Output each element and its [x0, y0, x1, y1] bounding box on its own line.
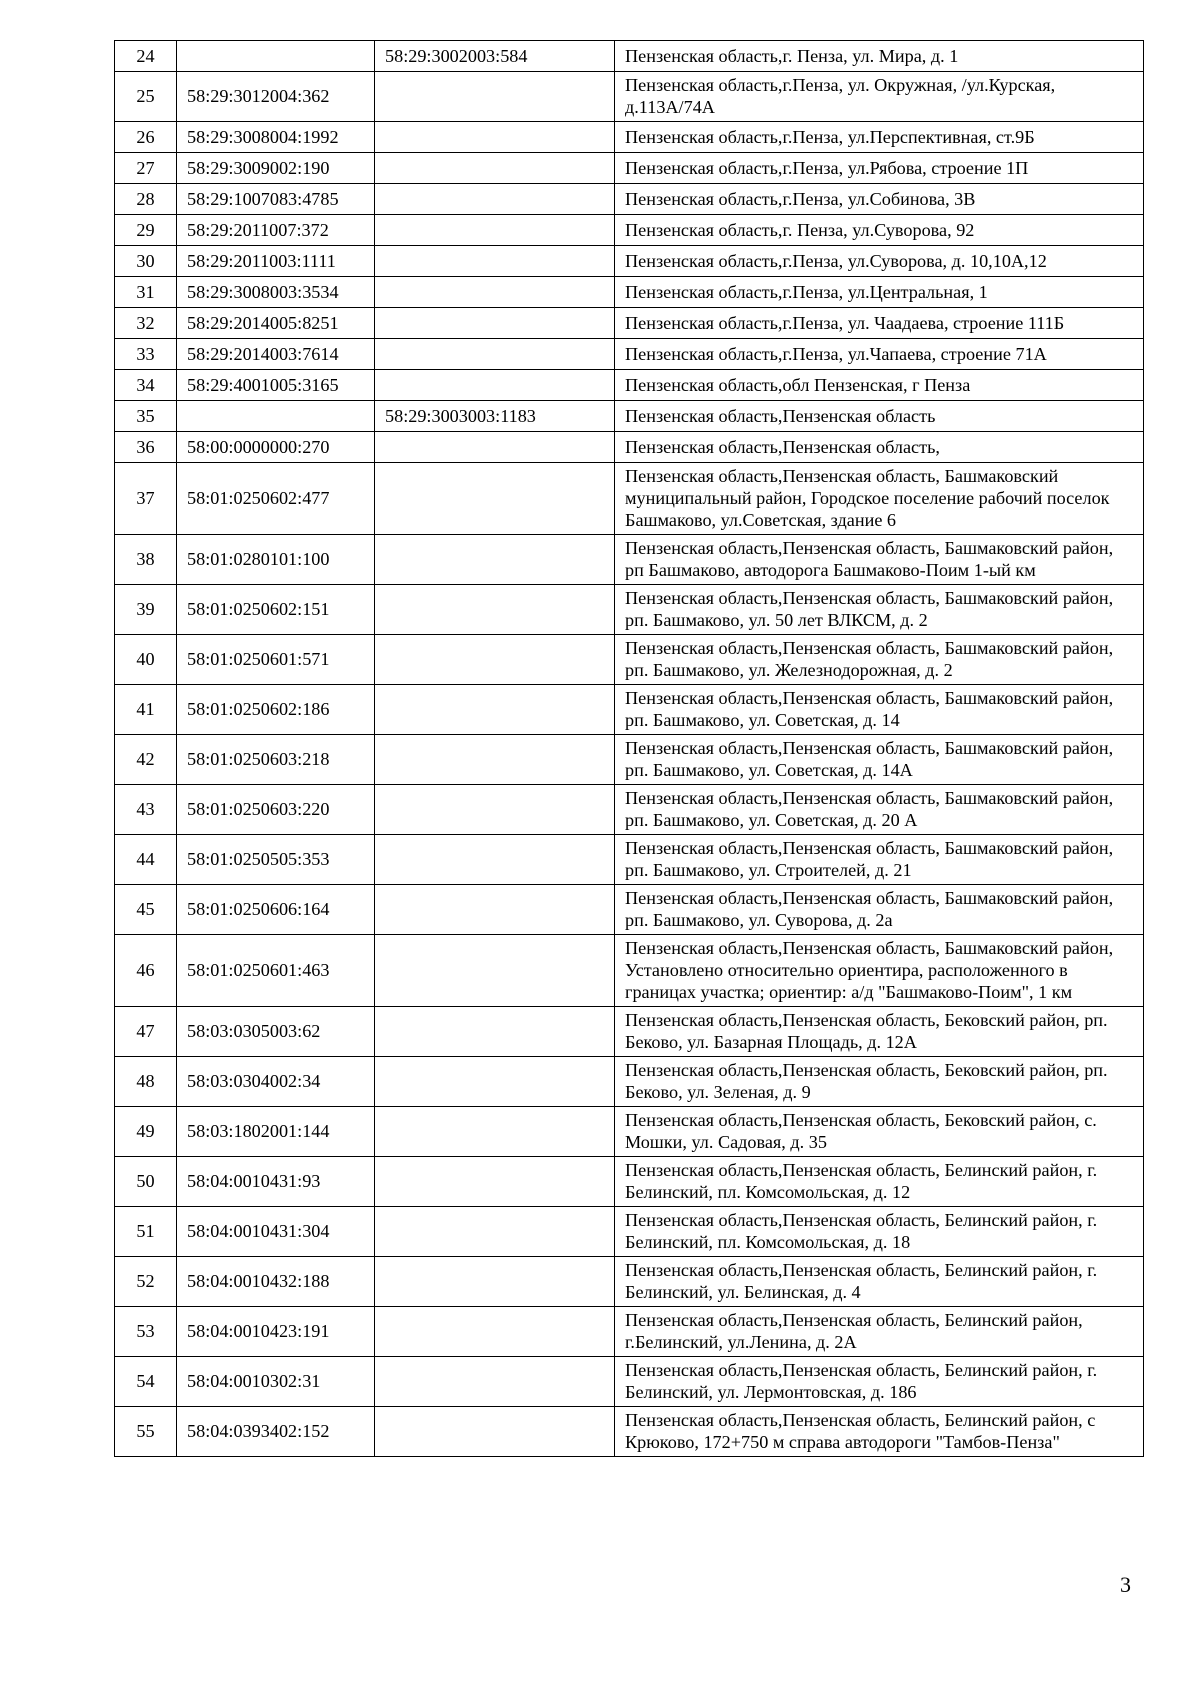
- related-cadastral-number-cell: [375, 1157, 615, 1207]
- address-cell: Пензенская область,Пензенская область, Башмаковский район, рп. Башмаково, ул. Советская, д. 14А: [615, 735, 1144, 785]
- related-cadastral-number-cell: [375, 835, 615, 885]
- cadastral-number-cell: 58:29:2011007:372: [177, 215, 375, 246]
- cadastral-number-cell: 58:04:0010431:93: [177, 1157, 375, 1207]
- cadastral-number-cell: 58:04:0010431:304: [177, 1207, 375, 1257]
- related-cadastral-number-cell: [375, 308, 615, 339]
- cadastral-number-cell: [177, 41, 375, 72]
- related-cadastral-number-cell: [375, 432, 615, 463]
- row-number-cell: 50: [115, 1157, 177, 1207]
- related-cadastral-number-cell: [375, 122, 615, 153]
- cadastral-number-cell: 58:29:2014005:8251: [177, 308, 375, 339]
- table-row: [115, 835, 1144, 885]
- table-row: [115, 215, 1144, 246]
- related-cadastral-number-cell: [375, 635, 615, 685]
- cadastral-number-cell: 58:01:0280101:100: [177, 535, 375, 585]
- table-row: [115, 41, 1144, 72]
- table-row: [115, 785, 1144, 835]
- table-row: [115, 153, 1144, 184]
- table-row: [115, 1307, 1144, 1357]
- cadastral-number-cell: 58:03:1802001:144: [177, 1107, 375, 1157]
- related-cadastral-number-cell: [375, 1307, 615, 1357]
- cadastral-number-cell: 58:01:0250603:220: [177, 785, 375, 835]
- table-row: [115, 1107, 1144, 1157]
- address-cell: Пензенская область,г. Пенза, ул. Мира, д. 1: [615, 41, 1144, 72]
- cadastral-number-cell: 58:29:3009002:190: [177, 153, 375, 184]
- table-row: [115, 246, 1144, 277]
- address-cell: Пензенская область,г.Пенза, ул. Окружная, /ул.Курская, д.113А/74А: [615, 72, 1144, 122]
- address-cell: Пензенская область,г. Пенза, ул.Суворова, 92: [615, 215, 1144, 246]
- related-cadastral-number-cell: 58:29:3002003:584: [375, 41, 615, 72]
- cadastral-number-cell: 58:01:0250602:151: [177, 585, 375, 635]
- row-number-cell: 46: [115, 935, 177, 1007]
- row-number-cell: 34: [115, 370, 177, 401]
- table-row: [115, 72, 1144, 122]
- related-cadastral-number-cell: [375, 1357, 615, 1407]
- row-number-cell: 29: [115, 215, 177, 246]
- address-cell: Пензенская область,г.Пенза, ул. Чаадаева, строение 111Б: [615, 308, 1144, 339]
- row-number-cell: 35: [115, 401, 177, 432]
- row-number-cell: 44: [115, 835, 177, 885]
- related-cadastral-number-cell: [375, 153, 615, 184]
- address-cell: Пензенская область,Пензенская область, Белинский район, г.Белинский, ул.Ленина, д. 2А: [615, 1307, 1144, 1357]
- cadastral-number-cell: 58:00:0000000:270: [177, 432, 375, 463]
- table-row: [115, 635, 1144, 685]
- table-row: [115, 1007, 1144, 1057]
- row-number-cell: 37: [115, 463, 177, 535]
- related-cadastral-number-cell: 58:29:3003003:1183: [375, 401, 615, 432]
- row-number-cell: 43: [115, 785, 177, 835]
- property-table: [114, 40, 1144, 1457]
- address-cell: Пензенская область,Пензенская область,: [615, 432, 1144, 463]
- table-row: [115, 432, 1144, 463]
- cadastral-number-cell: 58:29:2011003:1111: [177, 246, 375, 277]
- address-cell: Пензенская область,Пензенская область, Белинский район, с Крюково, 172+750 м справа автодороги "Тамбов-Пенза": [615, 1407, 1144, 1457]
- cadastral-number-cell: 58:04:0010423:191: [177, 1307, 375, 1357]
- row-number-cell: 47: [115, 1007, 177, 1057]
- row-number-cell: 41: [115, 685, 177, 735]
- cadastral-number-cell: 58:01:0250603:218: [177, 735, 375, 785]
- row-number-cell: 39: [115, 585, 177, 635]
- cadastral-number-cell: 58:29:1007083:4785: [177, 184, 375, 215]
- row-number-cell: 40: [115, 635, 177, 685]
- address-cell: Пензенская область,обл Пензенская, г Пенза: [615, 370, 1144, 401]
- table-row: [115, 1357, 1144, 1407]
- related-cadastral-number-cell: [375, 535, 615, 585]
- cadastral-number-cell: 58:01:0250505:353: [177, 835, 375, 885]
- cadastral-number-cell: 58:01:0250601:571: [177, 635, 375, 685]
- row-number-cell: 54: [115, 1357, 177, 1407]
- related-cadastral-number-cell: [375, 885, 615, 935]
- address-cell: Пензенская область,г.Пенза, ул.Чапаева, строение 71А: [615, 339, 1144, 370]
- row-number-cell: 53: [115, 1307, 177, 1357]
- row-number-cell: 55: [115, 1407, 177, 1457]
- row-number-cell: 42: [115, 735, 177, 785]
- related-cadastral-number-cell: [375, 685, 615, 735]
- cadastral-number-cell: 58:03:0305003:62: [177, 1007, 375, 1057]
- table-row: [115, 1407, 1144, 1457]
- table-row: [115, 463, 1144, 535]
- cadastral-number-cell: 58:03:0304002:34: [177, 1057, 375, 1107]
- cadastral-number-cell: 58:29:2014003:7614: [177, 339, 375, 370]
- address-cell: Пензенская область,г.Пенза, ул.Суворова, д. 10,10А,12: [615, 246, 1144, 277]
- cadastral-number-cell: 58:01:0250602:186: [177, 685, 375, 735]
- table-row: [115, 735, 1144, 785]
- related-cadastral-number-cell: [375, 370, 615, 401]
- cadastral-number-cell: 58:29:3008003:3534: [177, 277, 375, 308]
- address-cell: Пензенская область,Пензенская область, Бековский район, с. Мошки, ул. Садовая, д. 35: [615, 1107, 1144, 1157]
- address-cell: Пензенская область,Пензенская область, Башмаковский район, рп. Башмаково, ул. 50 лет ВЛКСМ, д. 2: [615, 585, 1144, 635]
- address-cell: Пензенская область,Пензенская область, Белинский район, г. Белинский, ул. Белинская, д. 4: [615, 1257, 1144, 1307]
- cadastral-number-cell: 58:29:4001005:3165: [177, 370, 375, 401]
- address-cell: Пензенская область,г.Пенза, ул.Рябова, строение 1П: [615, 153, 1144, 184]
- address-cell: Пензенская область,Пензенская область, Бековский район, рп. Беково, ул. Базарная Площадь, д. 12А: [615, 1007, 1144, 1057]
- table-row: [115, 935, 1144, 1007]
- related-cadastral-number-cell: [375, 1207, 615, 1257]
- row-number-cell: 48: [115, 1057, 177, 1107]
- table-row: [115, 1157, 1144, 1207]
- table-row: [115, 1207, 1144, 1257]
- row-number-cell: 26: [115, 122, 177, 153]
- address-cell: Пензенская область,Пензенская область, Башмаковский район, рп Башмаково, автодорога Башмаково-Поим 1-ый км: [615, 535, 1144, 585]
- row-number-cell: 51: [115, 1207, 177, 1257]
- related-cadastral-number-cell: [375, 1107, 615, 1157]
- related-cadastral-number-cell: [375, 246, 615, 277]
- address-cell: Пензенская область,г.Пенза, ул.Собинова, 3В: [615, 184, 1144, 215]
- row-number-cell: 45: [115, 885, 177, 935]
- cadastral-number-cell: 58:01:0250602:477: [177, 463, 375, 535]
- row-number-cell: 31: [115, 277, 177, 308]
- row-number-cell: 24: [115, 41, 177, 72]
- row-number-cell: 30: [115, 246, 177, 277]
- address-cell: Пензенская область,Пензенская область, Башмаковский муниципальный район, Городское поселение рабочий поселок Башмаково, ул.Советская, здание 6: [615, 463, 1144, 535]
- related-cadastral-number-cell: [375, 585, 615, 635]
- related-cadastral-number-cell: [375, 277, 615, 308]
- table-row: [115, 1257, 1144, 1307]
- related-cadastral-number-cell: [375, 785, 615, 835]
- related-cadastral-number-cell: [375, 339, 615, 370]
- table-row: [115, 308, 1144, 339]
- table-row: [115, 685, 1144, 735]
- address-cell: Пензенская область,Пензенская область, Башмаковский район, рп. Башмаково, ул. Советская, д. 14: [615, 685, 1144, 735]
- related-cadastral-number-cell: [375, 184, 615, 215]
- cadastral-number-cell: [177, 401, 375, 432]
- address-cell: Пензенская область,Пензенская область, Бековский район, рп. Беково, ул. Зеленая, д. 9: [615, 1057, 1144, 1107]
- address-cell: Пензенская область,Пензенская область, Башмаковский район, Установлено относительно ориентира, расположенного в границах участка; ориентир: а/д "Башмаково-Поим", 1 км: [615, 935, 1144, 1007]
- address-cell: Пензенская область,Пензенская область, Башмаковский район, рп. Башмаково, ул. Строителей, д. 21: [615, 835, 1144, 885]
- table-row: [115, 585, 1144, 635]
- table-row: [115, 401, 1144, 432]
- related-cadastral-number-cell: [375, 463, 615, 535]
- related-cadastral-number-cell: [375, 72, 615, 122]
- table-row: [115, 184, 1144, 215]
- address-cell: Пензенская область,Пензенская область, Белинский район, г. Белинский, пл. Комсомольская, д. 18: [615, 1207, 1144, 1257]
- related-cadastral-number-cell: [375, 1057, 615, 1107]
- address-cell: Пензенская область,г.Пенза, ул.Центральная, 1: [615, 277, 1144, 308]
- cadastral-number-cell: 58:04:0010432:188: [177, 1257, 375, 1307]
- table-row: [115, 277, 1144, 308]
- address-cell: Пензенская область,г.Пенза, ул.Перспективная, ст.9Б: [615, 122, 1144, 153]
- row-number-cell: 25: [115, 72, 177, 122]
- row-number-cell: 36: [115, 432, 177, 463]
- table-row: [115, 370, 1144, 401]
- table-row: [115, 122, 1144, 153]
- address-cell: Пензенская область,Пензенская область, Белинский район, г. Белинский, пл. Комсомольская, д. 12: [615, 1157, 1144, 1207]
- related-cadastral-number-cell: [375, 1007, 615, 1057]
- cadastral-number-cell: 58:01:0250601:463: [177, 935, 375, 1007]
- cadastral-number-cell: 58:29:3012004:362: [177, 72, 375, 122]
- row-number-cell: 28: [115, 184, 177, 215]
- cadastral-number-cell: 58:29:3008004:1992: [177, 122, 375, 153]
- page-number: 3: [1120, 1572, 1131, 1597]
- row-number-cell: 33: [115, 339, 177, 370]
- property-table-body: [115, 41, 1144, 1457]
- address-cell: Пензенская область,Пензенская область, Башмаковский район, рп. Башмаково, ул. Советская, д. 20 А: [615, 785, 1144, 835]
- row-number-cell: 38: [115, 535, 177, 585]
- row-number-cell: 27: [115, 153, 177, 184]
- related-cadastral-number-cell: [375, 735, 615, 785]
- table-row: [115, 885, 1144, 935]
- related-cadastral-number-cell: [375, 1407, 615, 1457]
- table-row: [115, 535, 1144, 585]
- address-cell: Пензенская область,Пензенская область, Белинский район, г. Белинский, ул. Лермонтовская, д. 186: [615, 1357, 1144, 1407]
- cadastral-number-cell: 58:04:0393402:152: [177, 1407, 375, 1457]
- address-cell: Пензенская область,Пензенская область: [615, 401, 1144, 432]
- cadastral-number-cell: 58:04:0010302:31: [177, 1357, 375, 1407]
- table-row: [115, 1057, 1144, 1107]
- address-cell: Пензенская область,Пензенская область, Башмаковский район, рп. Башмаково, ул. Железнодорожная, д. 2: [615, 635, 1144, 685]
- address-cell: Пензенская область,Пензенская область, Башмаковский район, рп. Башмаково, ул. Суворова, д. 2а: [615, 885, 1144, 935]
- related-cadastral-number-cell: [375, 1257, 615, 1307]
- row-number-cell: 52: [115, 1257, 177, 1307]
- cadastral-number-cell: 58:01:0250606:164: [177, 885, 375, 935]
- related-cadastral-number-cell: [375, 215, 615, 246]
- row-number-cell: 49: [115, 1107, 177, 1157]
- related-cadastral-number-cell: [375, 935, 615, 1007]
- row-number-cell: 32: [115, 308, 177, 339]
- table-row: [115, 339, 1144, 370]
